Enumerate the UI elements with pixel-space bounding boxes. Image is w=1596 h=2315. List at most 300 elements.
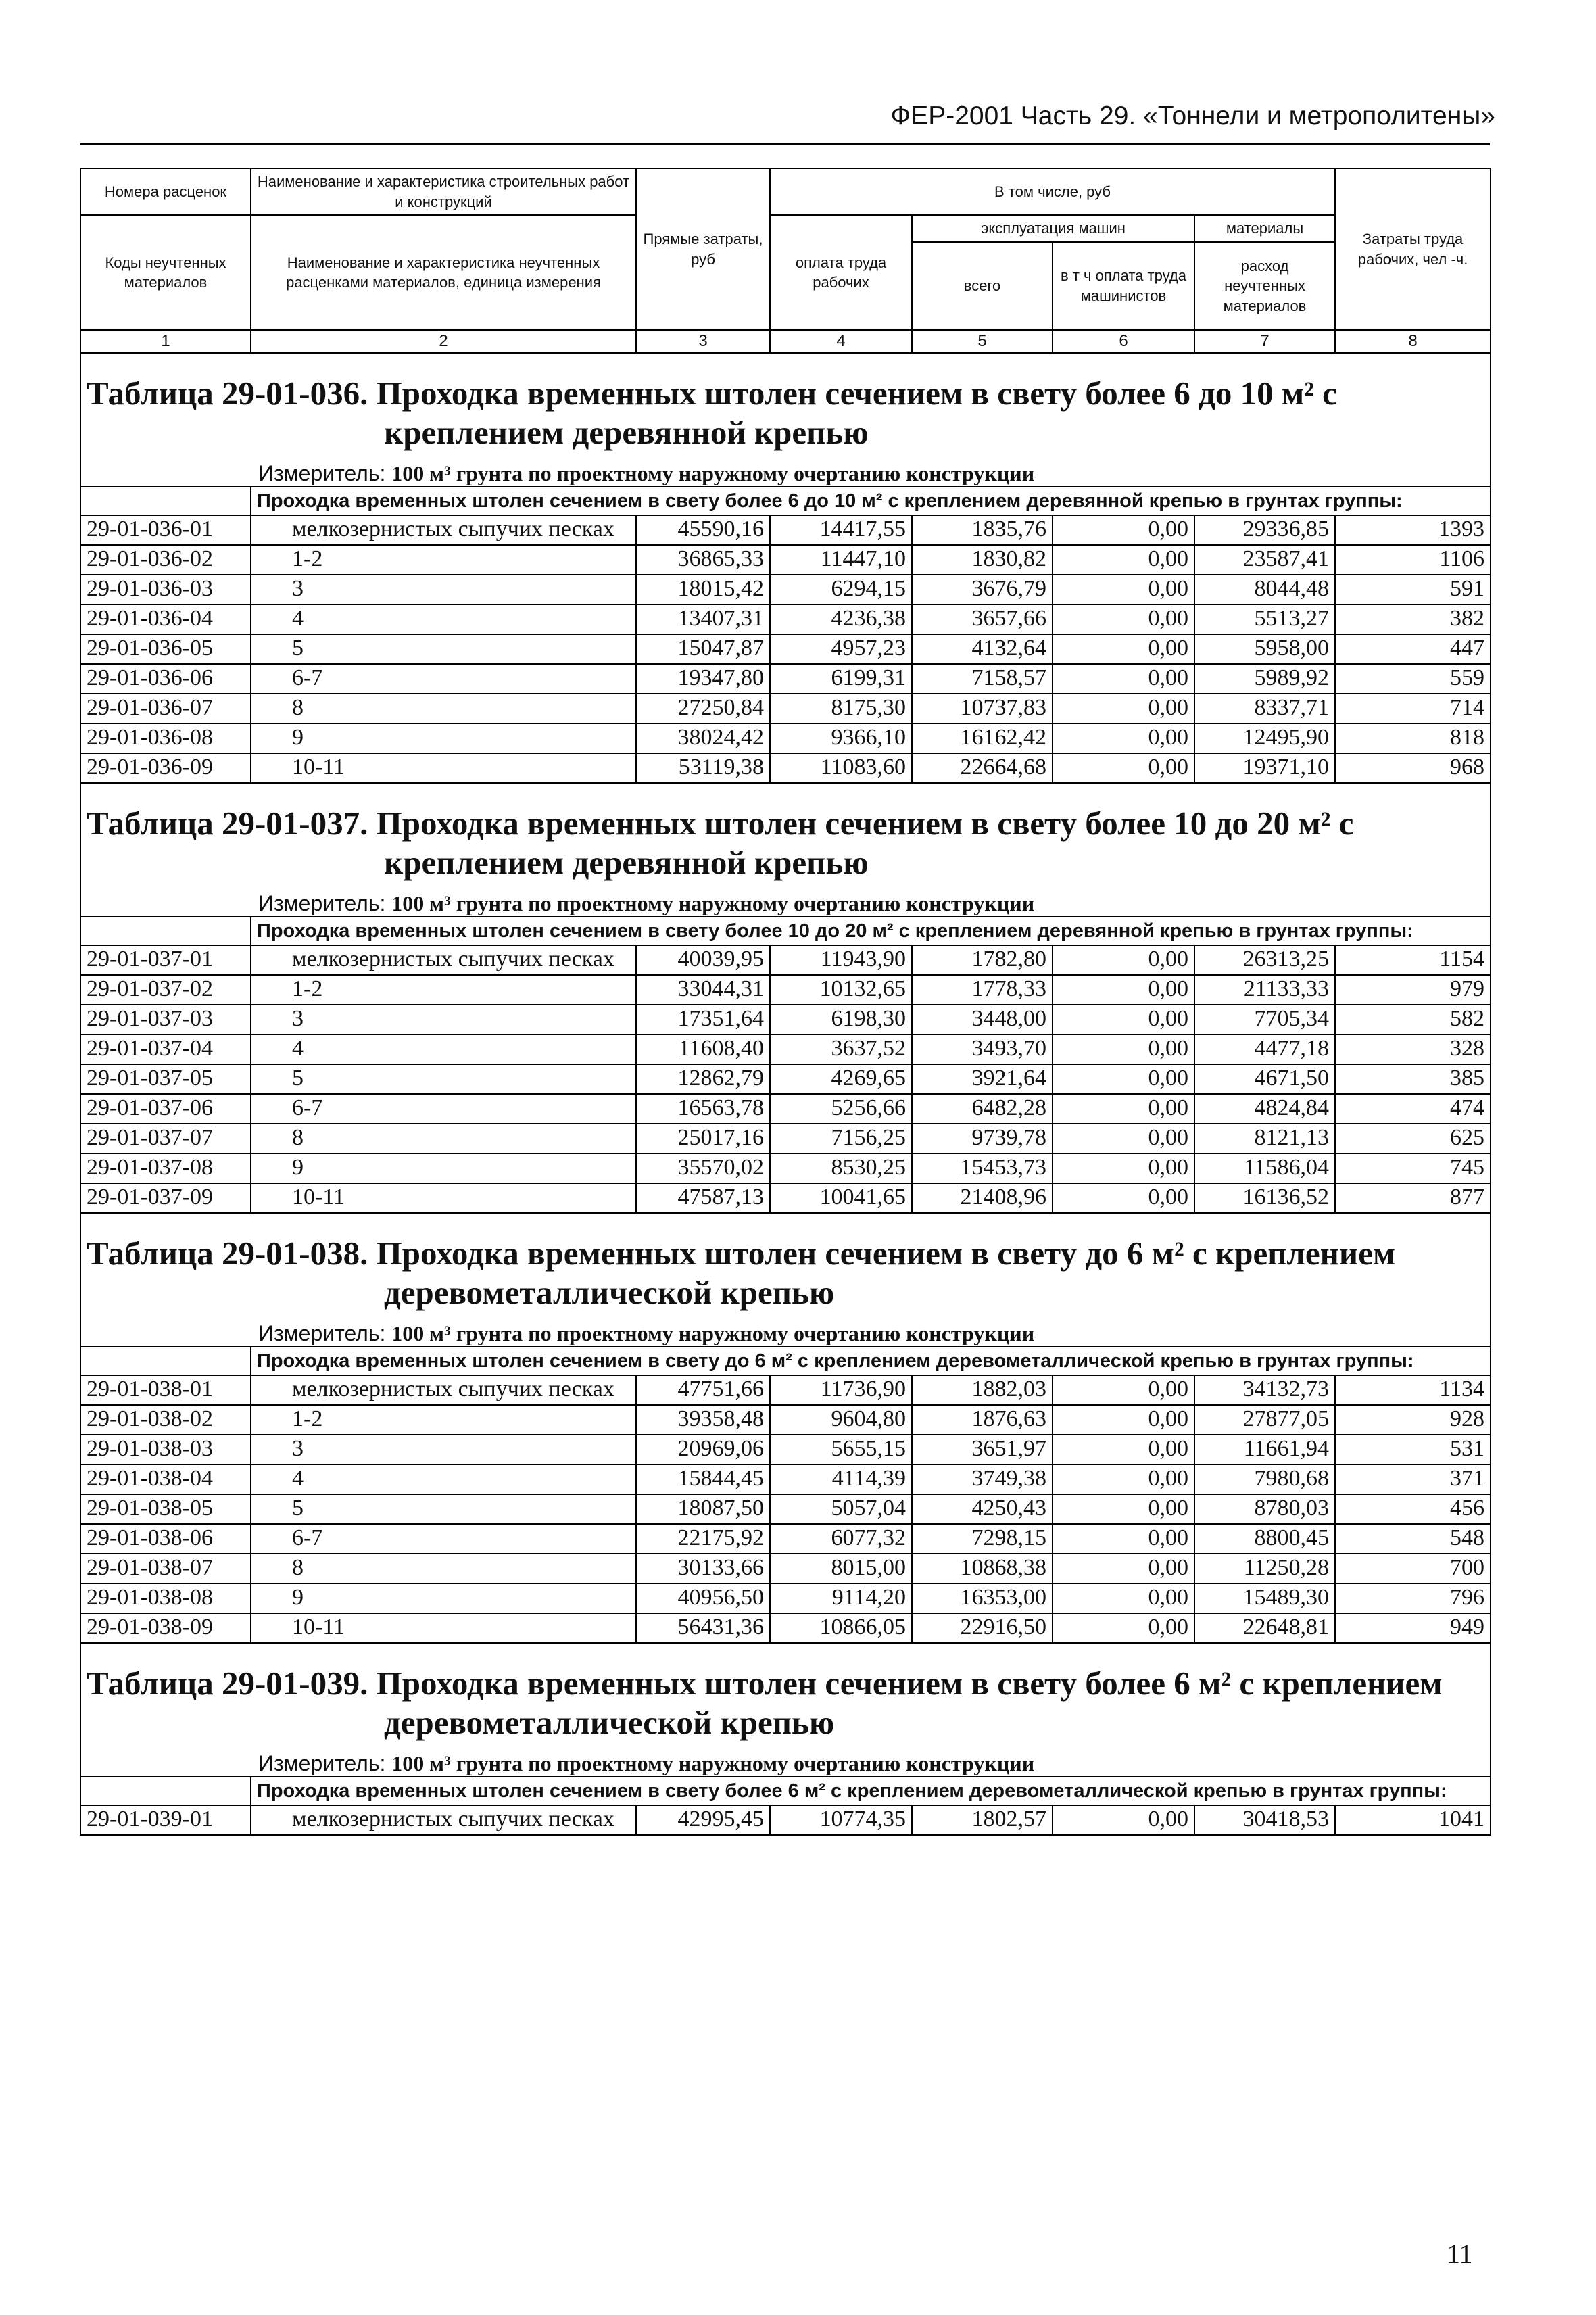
col-material-name: Наименование и характеристика неучтенных расценками материалов, единица измерения bbox=[251, 215, 636, 330]
table-row bbox=[80, 723, 1491, 753]
group-description: Проходка временных штолен сечением в свету до 6 м² с креплением деревометаллической крепью в грунтах группы: bbox=[251, 1347, 1491, 1375]
labor-hours-cell: 1041 bbox=[1335, 1805, 1491, 1835]
rate-code-cell: 29-01-037-04 bbox=[80, 1034, 251, 1064]
work-name-cell: 1-2 bbox=[251, 975, 636, 1005]
rate-code-cell: 29-01-036-02 bbox=[80, 545, 251, 575]
work-name-cell: 9 bbox=[251, 1153, 636, 1183]
rate-code-cell: 29-01-036-05 bbox=[80, 634, 251, 664]
machines-total-cell: 3749,38 bbox=[912, 1464, 1053, 1494]
group-description: Проходка временных штолен сечением в свету более 6 м² с креплением деревометаллической крепью в грунтах группы: bbox=[251, 1777, 1491, 1805]
table-body bbox=[80, 353, 1491, 1835]
machinist-pay-cell: 0,00 bbox=[1053, 1524, 1194, 1554]
table-row bbox=[80, 1464, 1491, 1494]
rate-code-cell: 29-01-037-03 bbox=[80, 1005, 251, 1034]
materials-usage-cell: 12495,90 bbox=[1194, 723, 1335, 753]
measure-label: Измеритель: bbox=[258, 891, 386, 916]
labor-hours-cell: 928 bbox=[1335, 1405, 1491, 1435]
rate-code-cell: 29-01-038-01 bbox=[80, 1375, 251, 1405]
worker-pay-cell: 14417,55 bbox=[770, 515, 912, 545]
direct-costs-cell: 47751,66 bbox=[636, 1375, 770, 1405]
machines-total-cell: 1802,57 bbox=[912, 1805, 1053, 1835]
materials-usage-cell: 23587,41 bbox=[1194, 545, 1335, 575]
machinist-pay-cell: 0,00 bbox=[1053, 1005, 1194, 1034]
direct-costs-cell: 12862,79 bbox=[636, 1064, 770, 1094]
labor-hours-cell: 382 bbox=[1335, 604, 1491, 634]
header-rule bbox=[80, 143, 1490, 145]
materials-usage-cell: 15489,30 bbox=[1194, 1583, 1335, 1613]
work-name-cell: 8 bbox=[251, 1124, 636, 1153]
materials-usage-cell: 5989,92 bbox=[1194, 664, 1335, 694]
machinist-pay-cell: 0,00 bbox=[1053, 753, 1194, 783]
work-name-cell: 3 bbox=[251, 1005, 636, 1034]
materials-usage-cell: 26313,25 bbox=[1194, 945, 1335, 975]
table-title-line: Проходка временных штолен сечением в свету до 6 м² с креплением bbox=[376, 1235, 1396, 1272]
materials-usage-cell: 7705,34 bbox=[1194, 1005, 1335, 1034]
work-name-cell: 9 bbox=[251, 1583, 636, 1613]
labor-hours-cell: 474 bbox=[1335, 1094, 1491, 1124]
column-header bbox=[80, 168, 1491, 353]
direct-costs-cell: 18015,42 bbox=[636, 575, 770, 604]
col-worker-pay: оплата труда рабочих bbox=[770, 215, 912, 330]
machines-total-cell: 3676,79 bbox=[912, 575, 1053, 604]
labor-hours-cell: 949 bbox=[1335, 1613, 1491, 1643]
worker-pay-cell: 9114,20 bbox=[770, 1583, 912, 1613]
table-row bbox=[80, 1183, 1491, 1213]
labor-hours-cell: 456 bbox=[1335, 1494, 1491, 1524]
col-materials-usage: расход неучтенных материалов bbox=[1194, 242, 1335, 330]
rate-code-cell: 29-01-036-08 bbox=[80, 723, 251, 753]
meter-row bbox=[80, 1745, 1491, 1777]
machines-total-cell: 3921,64 bbox=[912, 1064, 1053, 1094]
table-row bbox=[80, 1005, 1491, 1034]
labor-hours-cell: 700 bbox=[1335, 1554, 1491, 1583]
table-row bbox=[80, 1034, 1491, 1064]
worker-pay-cell: 11736,90 bbox=[770, 1375, 912, 1405]
column-numbers bbox=[80, 330, 1491, 353]
direct-costs-cell: 15844,45 bbox=[636, 1464, 770, 1494]
work-name-cell: 6-7 bbox=[251, 664, 636, 694]
table-title-row bbox=[80, 1213, 1491, 1315]
machinist-pay-cell: 0,00 bbox=[1053, 1034, 1194, 1064]
labor-hours-cell: 714 bbox=[1335, 694, 1491, 723]
worker-pay-cell: 6077,32 bbox=[770, 1524, 912, 1554]
rate-code-cell: 29-01-037-07 bbox=[80, 1124, 251, 1153]
rate-code-cell: 29-01-036-07 bbox=[80, 694, 251, 723]
labor-hours-cell: 447 bbox=[1335, 634, 1491, 664]
column-number: 3 bbox=[636, 330, 770, 353]
machines-total-cell: 16162,42 bbox=[912, 723, 1053, 753]
direct-costs-cell: 20969,06 bbox=[636, 1435, 770, 1464]
worker-pay-cell: 4269,65 bbox=[770, 1064, 912, 1094]
materials-usage-cell: 11586,04 bbox=[1194, 1153, 1335, 1183]
measure-unit bbox=[80, 1315, 1491, 1347]
machinist-pay-cell: 0,00 bbox=[1053, 1554, 1194, 1583]
labor-hours-cell: 818 bbox=[1335, 723, 1491, 753]
machinist-pay-cell: 0,00 bbox=[1053, 1375, 1194, 1405]
materials-usage-cell: 8121,13 bbox=[1194, 1124, 1335, 1153]
col-labor-hours: Затраты труда рабочих, чел -ч. bbox=[1335, 168, 1491, 330]
materials-usage-cell: 21133,33 bbox=[1194, 975, 1335, 1005]
machinist-pay-cell: 0,00 bbox=[1053, 1435, 1194, 1464]
work-name-cell: 10-11 bbox=[251, 753, 636, 783]
machines-total-cell: 21408,96 bbox=[912, 1183, 1053, 1213]
col-rate-numbers: Номера расценок bbox=[80, 168, 251, 215]
rate-code-cell: 29-01-038-04 bbox=[80, 1464, 251, 1494]
machinist-pay-cell: 0,00 bbox=[1053, 664, 1194, 694]
direct-costs-cell: 39358,48 bbox=[636, 1405, 770, 1435]
measure-label: Измеритель: bbox=[258, 461, 386, 486]
labor-hours-cell: 385 bbox=[1335, 1064, 1491, 1094]
direct-costs-cell: 30133,66 bbox=[636, 1554, 770, 1583]
table-row bbox=[80, 604, 1491, 634]
direct-costs-cell: 38024,42 bbox=[636, 723, 770, 753]
labor-hours-cell: 1393 bbox=[1335, 515, 1491, 545]
col-material-codes: Коды неучтенных материалов bbox=[80, 215, 251, 330]
column-number: 2 bbox=[251, 330, 636, 353]
work-name-cell: 3 bbox=[251, 1435, 636, 1464]
materials-usage-cell: 30418,53 bbox=[1194, 1805, 1335, 1835]
direct-costs-cell: 33044,31 bbox=[636, 975, 770, 1005]
work-name-cell: 6-7 bbox=[251, 1094, 636, 1124]
table-title-row bbox=[80, 353, 1491, 455]
labor-hours-cell: 625 bbox=[1335, 1124, 1491, 1153]
machinist-pay-cell: 0,00 bbox=[1053, 1613, 1194, 1643]
direct-costs-cell: 53119,38 bbox=[636, 753, 770, 783]
materials-usage-cell: 4824,84 bbox=[1194, 1094, 1335, 1124]
table-title-line: Проходка временных штолен сечением в свету более 6 до 10 м² с bbox=[376, 375, 1337, 412]
work-name-cell: 8 bbox=[251, 694, 636, 723]
rates-table bbox=[80, 168, 1490, 1836]
worker-pay-cell: 8530,25 bbox=[770, 1153, 912, 1183]
col-machinist-pay: в т ч оплата труда машинистов bbox=[1053, 242, 1194, 330]
worker-pay-cell: 10041,65 bbox=[770, 1183, 912, 1213]
direct-costs-cell: 22175,92 bbox=[636, 1524, 770, 1554]
machines-total-cell: 3657,66 bbox=[912, 604, 1053, 634]
materials-usage-cell: 7980,68 bbox=[1194, 1464, 1335, 1494]
labor-hours-cell: 1106 bbox=[1335, 545, 1491, 575]
measure-label: Измеритель: bbox=[258, 1751, 386, 1776]
direct-costs-cell: 13407,31 bbox=[636, 604, 770, 634]
measure-label: Измеритель: bbox=[258, 1321, 386, 1346]
direct-costs-cell: 56431,36 bbox=[636, 1613, 770, 1643]
measure-value: 100 м³ грунта по проектному наружному очертанию конструкции bbox=[391, 1751, 1035, 1776]
column-number: 4 bbox=[770, 330, 912, 353]
materials-usage-cell: 5513,27 bbox=[1194, 604, 1335, 634]
worker-pay-cell: 7156,25 bbox=[770, 1124, 912, 1153]
labor-hours-cell: 745 bbox=[1335, 1153, 1491, 1183]
rate-code-cell: 29-01-038-07 bbox=[80, 1554, 251, 1583]
table-row bbox=[80, 1153, 1491, 1183]
table-row bbox=[80, 1064, 1491, 1094]
labor-hours-cell: 371 bbox=[1335, 1464, 1491, 1494]
machinist-pay-cell: 0,00 bbox=[1053, 1094, 1194, 1124]
col-machines-total: всего bbox=[912, 242, 1053, 330]
labor-hours-cell: 582 bbox=[1335, 1005, 1491, 1034]
rate-code-cell: 29-01-037-09 bbox=[80, 1183, 251, 1213]
materials-usage-cell: 4671,50 bbox=[1194, 1064, 1335, 1094]
machines-total-cell: 10737,83 bbox=[912, 694, 1053, 723]
table-title-line: Проходка временных штолен сечением в свету более 10 до 20 м² с bbox=[376, 805, 1354, 842]
meter-row bbox=[80, 885, 1491, 917]
rate-code-cell: 29-01-036-03 bbox=[80, 575, 251, 604]
direct-costs-cell: 18087,50 bbox=[636, 1494, 770, 1524]
work-name-cell: 4 bbox=[251, 1464, 636, 1494]
direct-costs-cell: 47587,13 bbox=[636, 1183, 770, 1213]
table-title bbox=[80, 1643, 1491, 1745]
machinist-pay-cell: 0,00 bbox=[1053, 723, 1194, 753]
materials-usage-cell: 4477,18 bbox=[1194, 1034, 1335, 1064]
document-header: ФЕР-2001 Часть 29. «Тоннели и метрополитены» bbox=[890, 101, 1495, 130]
worker-pay-cell: 9604,80 bbox=[770, 1405, 912, 1435]
work-name-cell: мелкозернистых сыпучих песках bbox=[251, 945, 636, 975]
table-title bbox=[80, 1213, 1491, 1315]
group-spacer bbox=[80, 917, 251, 945]
group-row bbox=[80, 917, 1491, 945]
materials-usage-cell: 5958,00 bbox=[1194, 634, 1335, 664]
table-row bbox=[80, 1375, 1491, 1405]
rate-code-cell: 29-01-038-09 bbox=[80, 1613, 251, 1643]
worker-pay-cell: 8175,30 bbox=[770, 694, 912, 723]
machinist-pay-cell: 0,00 bbox=[1053, 575, 1194, 604]
column-number: 5 bbox=[912, 330, 1053, 353]
col-group-machines: эксплуатация машин bbox=[912, 215, 1194, 242]
machines-total-cell: 22664,68 bbox=[912, 753, 1053, 783]
machinist-pay-cell: 0,00 bbox=[1053, 1405, 1194, 1435]
direct-costs-cell: 27250,84 bbox=[636, 694, 770, 723]
machinist-pay-cell: 0,00 bbox=[1053, 1464, 1194, 1494]
worker-pay-cell: 6294,15 bbox=[770, 575, 912, 604]
work-name-cell: 1-2 bbox=[251, 1405, 636, 1435]
rate-code-cell: 29-01-036-04 bbox=[80, 604, 251, 634]
direct-costs-cell: 16563,78 bbox=[636, 1094, 770, 1124]
table-title-line: Проходка временных штолен сечением в свету более 6 м² с креплением bbox=[376, 1665, 1443, 1702]
materials-usage-cell: 29336,85 bbox=[1194, 515, 1335, 545]
worker-pay-cell: 6198,30 bbox=[770, 1005, 912, 1034]
worker-pay-cell: 11447,10 bbox=[770, 545, 912, 575]
worker-pay-cell: 8015,00 bbox=[770, 1554, 912, 1583]
machines-total-cell: 1835,76 bbox=[912, 515, 1053, 545]
worker-pay-cell: 5256,66 bbox=[770, 1094, 912, 1124]
group-description: Проходка временных штолен сечением в свету более 6 до 10 м² с креплением деревянной крепью в грунтах группы: bbox=[251, 487, 1491, 515]
group-row bbox=[80, 1777, 1491, 1805]
work-name-cell: мелкозернистых сыпучих песках bbox=[251, 515, 636, 545]
labor-hours-cell: 591 bbox=[1335, 575, 1491, 604]
materials-usage-cell: 34132,73 bbox=[1194, 1375, 1335, 1405]
worker-pay-cell: 9366,10 bbox=[770, 723, 912, 753]
machinist-pay-cell: 0,00 bbox=[1053, 1153, 1194, 1183]
machines-total-cell: 3448,00 bbox=[912, 1005, 1053, 1034]
worker-pay-cell: 4236,38 bbox=[770, 604, 912, 634]
column-number: 7 bbox=[1194, 330, 1335, 353]
materials-usage-cell: 27877,05 bbox=[1194, 1405, 1335, 1435]
rate-code-cell: 29-01-038-08 bbox=[80, 1583, 251, 1613]
machines-total-cell: 7298,15 bbox=[912, 1524, 1053, 1554]
machines-total-cell: 1830,82 bbox=[912, 545, 1053, 575]
worker-pay-cell: 4114,39 bbox=[770, 1464, 912, 1494]
table-row bbox=[80, 1805, 1491, 1835]
measure-value: 100 м³ грунта по проектному наружному очертанию конструкции bbox=[391, 461, 1035, 486]
work-name-cell: 10-11 bbox=[251, 1613, 636, 1643]
direct-costs-cell: 40956,50 bbox=[636, 1583, 770, 1613]
table-row bbox=[80, 1124, 1491, 1153]
col-group-including: В том числе, руб bbox=[770, 168, 1335, 215]
materials-usage-cell: 11661,94 bbox=[1194, 1435, 1335, 1464]
group-spacer bbox=[80, 1777, 251, 1805]
worker-pay-cell: 5655,15 bbox=[770, 1435, 912, 1464]
table-row bbox=[80, 634, 1491, 664]
machines-total-cell: 3651,97 bbox=[912, 1435, 1053, 1464]
labor-hours-cell: 796 bbox=[1335, 1583, 1491, 1613]
work-name-cell: 1-2 bbox=[251, 545, 636, 575]
rate-code-cell: 29-01-038-02 bbox=[80, 1405, 251, 1435]
machines-total-cell: 7158,57 bbox=[912, 664, 1053, 694]
table-title-row bbox=[80, 783, 1491, 885]
table-title-row bbox=[80, 1643, 1491, 1745]
table-row bbox=[80, 1554, 1491, 1583]
table-number: Таблица 29-01-038. bbox=[87, 1235, 368, 1272]
machinist-pay-cell: 0,00 bbox=[1053, 1064, 1194, 1094]
machinist-pay-cell: 0,00 bbox=[1053, 1805, 1194, 1835]
measure-unit bbox=[80, 1745, 1491, 1777]
work-name-cell: 4 bbox=[251, 1034, 636, 1064]
measure-unit bbox=[80, 455, 1491, 487]
work-name-cell: мелкозернистых сыпучих песках bbox=[251, 1375, 636, 1405]
work-name-cell: 9 bbox=[251, 723, 636, 753]
col-work-name: Наименование и характеристика строительных работ и конструкций bbox=[251, 168, 636, 215]
labor-hours-cell: 968 bbox=[1335, 753, 1491, 783]
direct-costs-cell: 36865,33 bbox=[636, 545, 770, 575]
page-number: 11 bbox=[1447, 2239, 1473, 2269]
rate-code-cell: 29-01-039-01 bbox=[80, 1805, 251, 1835]
column-number: 8 bbox=[1335, 330, 1491, 353]
worker-pay-cell: 11943,90 bbox=[770, 945, 912, 975]
table-row bbox=[80, 975, 1491, 1005]
work-name-cell: 10-11 bbox=[251, 1183, 636, 1213]
labor-hours-cell: 1134 bbox=[1335, 1375, 1491, 1405]
materials-usage-cell: 8044,48 bbox=[1194, 575, 1335, 604]
direct-costs-cell: 35570,02 bbox=[636, 1153, 770, 1183]
table-title-line: деревометаллической крепью bbox=[384, 1274, 835, 1312]
machinist-pay-cell: 0,00 bbox=[1053, 1494, 1194, 1524]
table-row bbox=[80, 945, 1491, 975]
materials-usage-cell: 11250,28 bbox=[1194, 1554, 1335, 1583]
machines-total-cell: 22916,50 bbox=[912, 1613, 1053, 1643]
machines-total-cell: 15453,73 bbox=[912, 1153, 1053, 1183]
machinist-pay-cell: 0,00 bbox=[1053, 945, 1194, 975]
table-row bbox=[80, 1524, 1491, 1554]
machinist-pay-cell: 0,00 bbox=[1053, 634, 1194, 664]
rate-code-cell: 29-01-037-02 bbox=[80, 975, 251, 1005]
rate-code-cell: 29-01-036-06 bbox=[80, 664, 251, 694]
work-name-cell: мелкозернистых сыпучих песках bbox=[251, 1805, 636, 1835]
table-row bbox=[80, 1613, 1491, 1643]
group-spacer bbox=[80, 487, 251, 515]
materials-usage-cell: 16136,52 bbox=[1194, 1183, 1335, 1213]
worker-pay-cell: 3637,52 bbox=[770, 1034, 912, 1064]
table-row bbox=[80, 1435, 1491, 1464]
direct-costs-cell: 17351,64 bbox=[636, 1005, 770, 1034]
direct-costs-cell: 25017,16 bbox=[636, 1124, 770, 1153]
work-name-cell: 4 bbox=[251, 604, 636, 634]
column-number: 6 bbox=[1053, 330, 1194, 353]
work-name-cell: 5 bbox=[251, 1064, 636, 1094]
table-row bbox=[80, 694, 1491, 723]
machines-total-cell: 4250,43 bbox=[912, 1494, 1053, 1524]
table-row bbox=[80, 545, 1491, 575]
direct-costs-cell: 40039,95 bbox=[636, 945, 770, 975]
table-number: Таблица 29-01-039. bbox=[87, 1665, 368, 1702]
table-title-line: деревометаллической крепью bbox=[384, 1704, 835, 1742]
table-row bbox=[80, 1494, 1491, 1524]
table-number: Таблица 29-01-036. bbox=[87, 375, 368, 412]
machines-total-cell: 3493,70 bbox=[912, 1034, 1053, 1064]
col-direct-costs: Прямые затраты, руб bbox=[636, 168, 770, 330]
table-row bbox=[80, 515, 1491, 545]
machinist-pay-cell: 0,00 bbox=[1053, 1183, 1194, 1213]
machines-total-cell: 6482,28 bbox=[912, 1094, 1053, 1124]
table-title bbox=[80, 353, 1491, 455]
direct-costs-cell: 45590,16 bbox=[636, 515, 770, 545]
machinist-pay-cell: 0,00 bbox=[1053, 545, 1194, 575]
direct-costs-cell: 15047,87 bbox=[636, 634, 770, 664]
direct-costs-cell: 11608,40 bbox=[636, 1034, 770, 1064]
worker-pay-cell: 4957,23 bbox=[770, 634, 912, 664]
machinist-pay-cell: 0,00 bbox=[1053, 694, 1194, 723]
direct-costs-cell: 19347,80 bbox=[636, 664, 770, 694]
table-title bbox=[80, 783, 1491, 885]
labor-hours-cell: 979 bbox=[1335, 975, 1491, 1005]
rate-code-cell: 29-01-037-08 bbox=[80, 1153, 251, 1183]
work-name-cell: 5 bbox=[251, 634, 636, 664]
machinist-pay-cell: 0,00 bbox=[1053, 975, 1194, 1005]
table-row bbox=[80, 575, 1491, 604]
work-name-cell: 3 bbox=[251, 575, 636, 604]
group-description: Проходка временных штолен сечением в свету более 10 до 20 м² с креплением деревянной крепью в грунтах группы: bbox=[251, 917, 1491, 945]
group-row bbox=[80, 487, 1491, 515]
labor-hours-cell: 531 bbox=[1335, 1435, 1491, 1464]
machines-total-cell: 1778,33 bbox=[912, 975, 1053, 1005]
worker-pay-cell: 10774,35 bbox=[770, 1805, 912, 1835]
worker-pay-cell: 6199,31 bbox=[770, 664, 912, 694]
materials-usage-cell: 8337,71 bbox=[1194, 694, 1335, 723]
machines-total-cell: 10868,38 bbox=[912, 1554, 1053, 1583]
group-spacer bbox=[80, 1347, 251, 1375]
labor-hours-cell: 1154 bbox=[1335, 945, 1491, 975]
rate-code-cell: 29-01-038-03 bbox=[80, 1435, 251, 1464]
measure-value: 100 м³ грунта по проектному наружному очертанию конструкции bbox=[391, 1321, 1035, 1346]
rate-code-cell: 29-01-038-05 bbox=[80, 1494, 251, 1524]
worker-pay-cell: 10132,65 bbox=[770, 975, 912, 1005]
table-title-line: креплением деревянной крепью bbox=[384, 844, 869, 882]
col-group-materials: материалы bbox=[1194, 215, 1335, 242]
worker-pay-cell: 10866,05 bbox=[770, 1613, 912, 1643]
rate-code-cell: 29-01-037-05 bbox=[80, 1064, 251, 1094]
worker-pay-cell: 11083,60 bbox=[770, 753, 912, 783]
work-name-cell: 8 bbox=[251, 1554, 636, 1583]
column-number: 1 bbox=[80, 330, 251, 353]
table-row bbox=[80, 664, 1491, 694]
labor-hours-cell: 877 bbox=[1335, 1183, 1491, 1213]
machines-total-cell: 9739,78 bbox=[912, 1124, 1053, 1153]
labor-hours-cell: 328 bbox=[1335, 1034, 1491, 1064]
materials-usage-cell: 8780,03 bbox=[1194, 1494, 1335, 1524]
table-number: Таблица 29-01-037. bbox=[87, 805, 368, 842]
table-row bbox=[80, 753, 1491, 783]
rate-code-cell: 29-01-037-01 bbox=[80, 945, 251, 975]
machinist-pay-cell: 0,00 bbox=[1053, 604, 1194, 634]
machines-total-cell: 1882,03 bbox=[912, 1375, 1053, 1405]
meter-row bbox=[80, 1315, 1491, 1347]
